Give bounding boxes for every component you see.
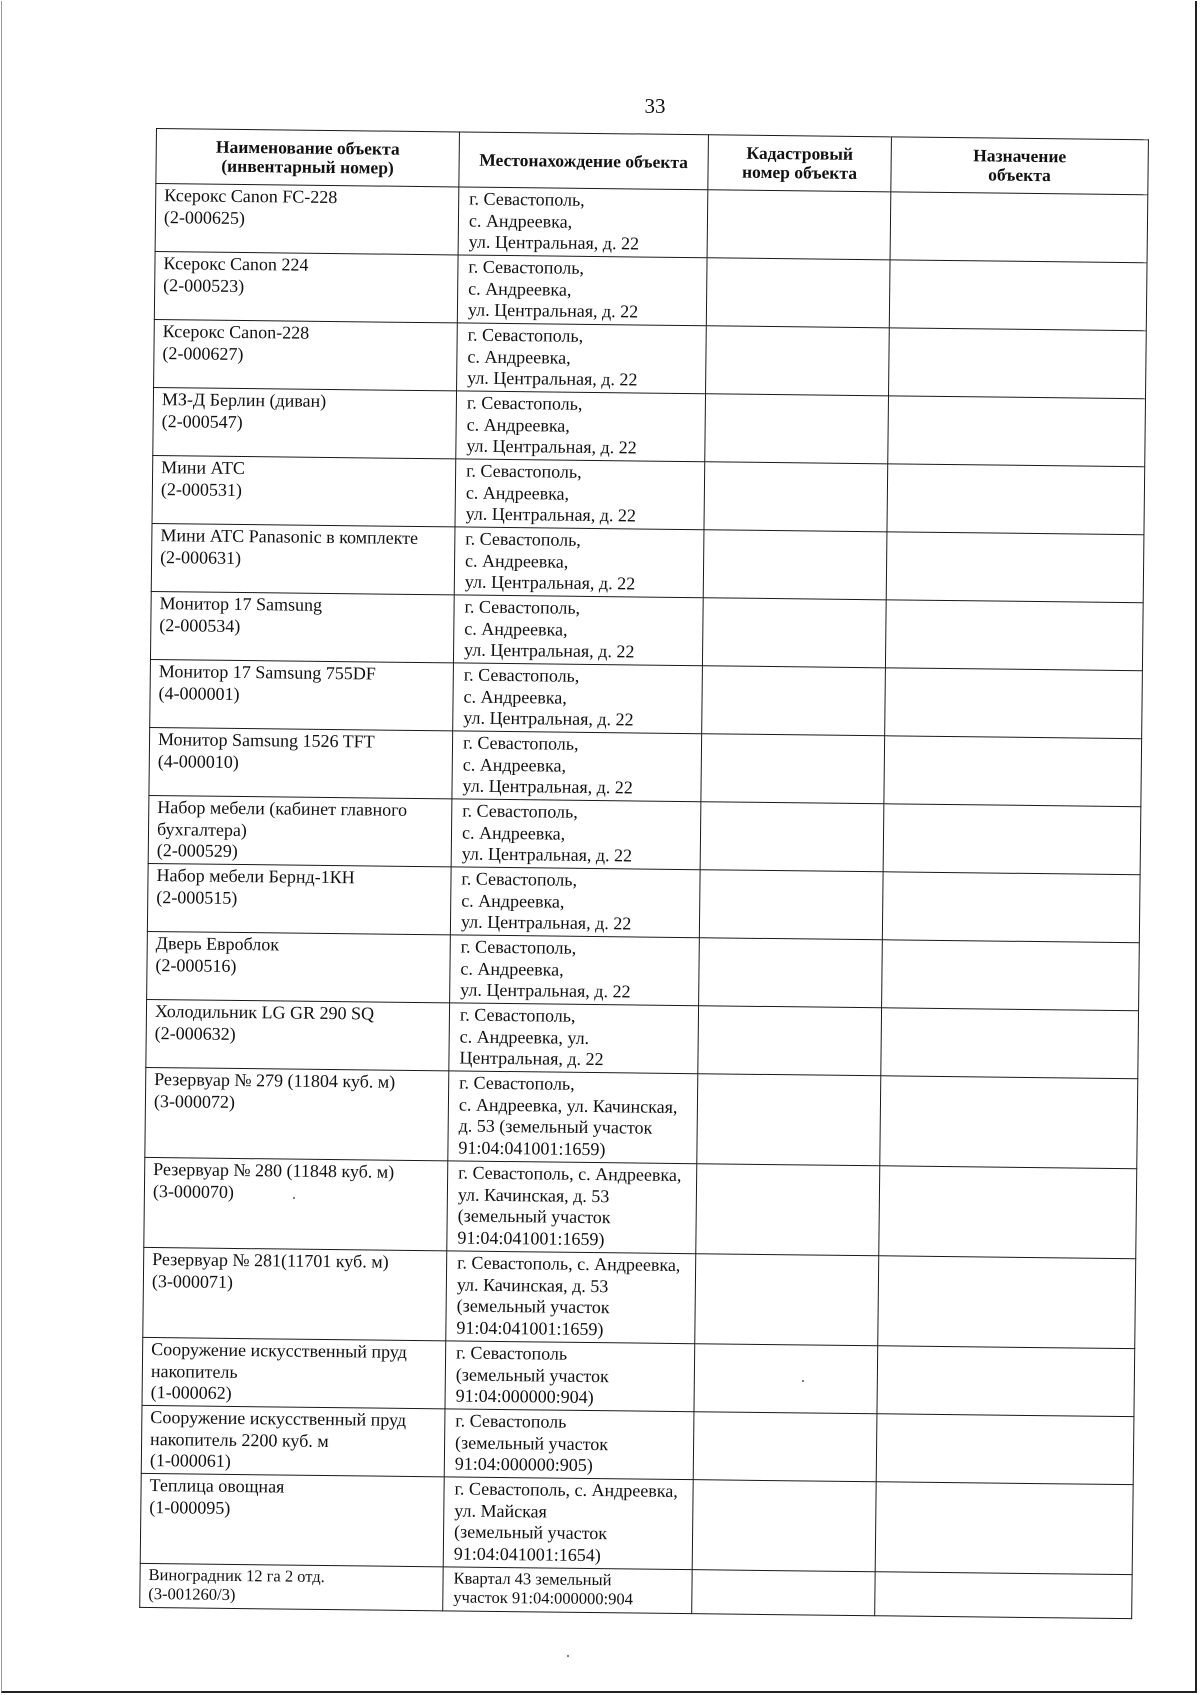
cell-object-purpose — [879, 1166, 1137, 1259]
table-row — [154, 319, 1147, 398]
cell-object-location: г. Севастополь, с. Андреевка, ул. Центральная, д. 22 — [451, 799, 701, 870]
cell-object-purpose — [878, 1256, 1136, 1349]
cell-cadastral-number — [705, 394, 889, 464]
table-row — [147, 863, 1140, 942]
cell-object-name: Монитор Samsung 1526 TFT (4-000010) — [149, 727, 453, 798]
cell-cadastral-number — [703, 530, 887, 600]
cell-object-name: Теплица овощная (1-000095) — [140, 1473, 444, 1566]
cell-object-location: г. Севастополь, с. Андреевка, ул. Качинская, д. 53 (земельный участок 91:04:041001:1659) — [448, 1071, 698, 1164]
cell-object-name: Дверь Евроблок (2-000516) — [147, 931, 451, 1002]
cell-cadastral-number — [699, 870, 883, 940]
table-row — [142, 1337, 1135, 1416]
cell-cadastral-number — [697, 1074, 881, 1166]
cell-object-purpose — [882, 940, 1140, 1011]
cell-cadastral-number — [702, 666, 886, 736]
cell-object-purpose — [875, 1482, 1133, 1575]
cell-cadastral-number — [706, 326, 890, 396]
header-object-name: Наименование объекта (инвентарный номер) — [156, 129, 460, 187]
cell-cadastral-number — [692, 1570, 875, 1616]
cell-object-location: г. Севастополь, с. Андреевка, ул. Центральная, д. 22 — [454, 527, 704, 598]
cell-object-purpose — [885, 668, 1143, 739]
cell-object-location: г. Севастополь, с. Андреевка, ул. Майская (земельный участок 91:04:041001:1654) — [443, 1477, 693, 1570]
header-object-location: Местонахождение объекта — [459, 132, 709, 190]
cell-cadastral-number — [707, 190, 891, 260]
cell-object-purpose — [875, 1572, 1132, 1619]
cell-object-name: Холодильник LG GR 290 SQ (2-000632) — [146, 999, 450, 1070]
cell-object-location: г. Севастополь, с. Андреевка, ул. Центральная, д. 22 — [453, 663, 703, 734]
table-row — [149, 727, 1142, 806]
cell-object-location: г. Севастополь, с. Андреевка, ул. Центральная, д. 22 — [453, 595, 703, 666]
cell-object-name: Мини АТС Panasonic в комплекте (2-000631) — [151, 523, 455, 594]
cell-object-purpose — [887, 464, 1145, 535]
cell-cadastral-number — [693, 1412, 877, 1482]
cell-object-name: Мини АТС (2-000531) — [152, 455, 456, 526]
cell-cadastral-number — [702, 598, 886, 668]
table-row — [146, 999, 1139, 1078]
cell-object-purpose — [889, 328, 1147, 399]
cell-cadastral-number — [695, 1254, 879, 1346]
cell-object-location: г. Севастополь, с. Андреевка, ул. Центральная, д. 22 — [455, 459, 705, 530]
cell-object-purpose — [882, 872, 1140, 943]
cell-object-purpose — [890, 192, 1148, 263]
cell-object-location: г. Севастополь (земельный участок 91:04:000000:905) — [444, 1409, 694, 1480]
cell-object-location: г. Севастополь, с. Андреевка, ул. Центральная, д. 22 — [457, 323, 707, 394]
table-row — [153, 387, 1146, 466]
cell-object-name: Резервуар № 281(11701 куб. м) (3-000071) — [143, 1247, 447, 1340]
table-row — [145, 1067, 1138, 1168]
cell-object-purpose — [886, 532, 1144, 603]
cell-cadastral-number — [699, 938, 883, 1008]
table-row — [141, 1405, 1134, 1484]
cell-object-location: г. Севастополь, с. Андреевка, ул. Качинская, д. 53 (земельный участок 91:04:041001:1659) — [446, 1251, 696, 1344]
cell-object-location: г. Севастополь (земельный участок 91:04:000000:904) — [445, 1341, 695, 1412]
cell-object-location: г. Севастополь, с. Андреевка, ул. Центральная, д. 22 — [450, 935, 700, 1006]
scan-speck — [802, 1380, 804, 1382]
cell-object-purpose — [880, 1076, 1138, 1169]
cell-object-purpose — [889, 260, 1147, 331]
cell-object-name: Ксерокс Canon FC-228 (2-000625) — [155, 184, 459, 255]
cell-object-name: Виноградник 12 га 2 отд. (3-001260/3) — [140, 1563, 443, 1610]
page-number: 33 — [644, 94, 666, 118]
cell-cadastral-number — [701, 734, 885, 804]
cell-object-purpose — [888, 396, 1146, 467]
table-row — [150, 591, 1143, 670]
cell-object-location: г. Севастополь, с. Андреевка, ул. Центральная, д. 22 — [458, 187, 708, 258]
cell-cadastral-number — [706, 258, 890, 328]
cell-object-name: Набор мебели Бернд-1КН (2-000515) — [147, 863, 451, 934]
cell-object-name: Резервуар № 280 (11848 куб. м) (3-000070) — [144, 1157, 448, 1250]
table-row — [151, 523, 1144, 602]
cell-cadastral-number — [698, 1006, 882, 1076]
table-row — [154, 251, 1147, 330]
table-row — [144, 1157, 1137, 1258]
table-row — [148, 795, 1141, 874]
cell-object-name: Ксерокс Canon-228 (2-000627) — [154, 319, 458, 390]
cell-object-name: Резервуар № 279 (11804 куб. м) (3-000072) — [145, 1067, 449, 1160]
cell-object-location: г. Севастополь, с. Андреевка, ул. Центральная, д. 22 — [449, 1003, 699, 1074]
cell-object-purpose — [884, 736, 1142, 807]
scan-speck — [567, 1655, 569, 1657]
scan-speck — [293, 1197, 295, 1199]
table-row — [155, 184, 1148, 263]
cell-object-name: Сооружение искусственный пруд накопитель 2200 куб. м (1-000061) — [141, 1405, 445, 1476]
cell-object-location: г. Севастополь, с. Андреевка, ул. Центральная, д. 22 — [457, 255, 707, 326]
cell-object-name: Сооружение искусственный пруд накопитель (1-000062) — [142, 1337, 446, 1408]
table-row — [147, 931, 1140, 1010]
property-table — [139, 128, 1149, 1619]
cell-object-purpose — [877, 1346, 1135, 1417]
header-cadastral-number: Кадастровый номер объекта — [708, 135, 892, 192]
cell-cadastral-number — [696, 1164, 880, 1256]
table-row — [143, 1247, 1136, 1348]
cell-cadastral-number — [704, 462, 888, 532]
cell-cadastral-number — [700, 802, 884, 872]
cell-cadastral-number — [694, 1344, 878, 1414]
table-row — [140, 1473, 1133, 1574]
header-object-purpose: Назначение объекта — [891, 137, 1149, 195]
cell-object-purpose — [876, 1414, 1134, 1485]
cell-object-location: Квартал 43 земельный участок 91:04:000000:904 — [443, 1567, 692, 1614]
table-row — [150, 659, 1143, 738]
cell-object-location: г. Севастополь, с. Андреевка, ул. Качинская, д. 53 (земельный участок 91:04:041001:1659) — [447, 1161, 697, 1254]
cell-object-name: Ксерокс Canon 224 (2-000523) — [154, 251, 458, 322]
cell-object-location: г. Севастополь, с. Андреевка, ул. Центральная, д. 22 — [452, 731, 702, 802]
cell-object-name: Монитор 17 Samsung 755DF (4-000001) — [150, 659, 454, 730]
cell-object-purpose — [881, 1008, 1139, 1079]
cell-object-name: Набор мебели (кабинет главного бухгалтера) (2-000529) — [148, 795, 452, 866]
cell-cadastral-number — [692, 1480, 876, 1572]
table-row — [152, 455, 1145, 534]
cell-object-purpose — [883, 804, 1141, 875]
cell-object-purpose — [885, 600, 1143, 671]
cell-object-location: г. Севастополь, с. Андреевка, ул. Центральная, д. 22 — [456, 391, 706, 462]
cell-object-location: г. Севастополь, с. Андреевка, ул. Центральная, д. 22 — [450, 867, 700, 938]
cell-object-name: МЗ-Д Берлин (диван) (2-000547) — [153, 387, 457, 458]
cell-object-name: Монитор 17 Samsung (2-000534) — [150, 591, 454, 662]
